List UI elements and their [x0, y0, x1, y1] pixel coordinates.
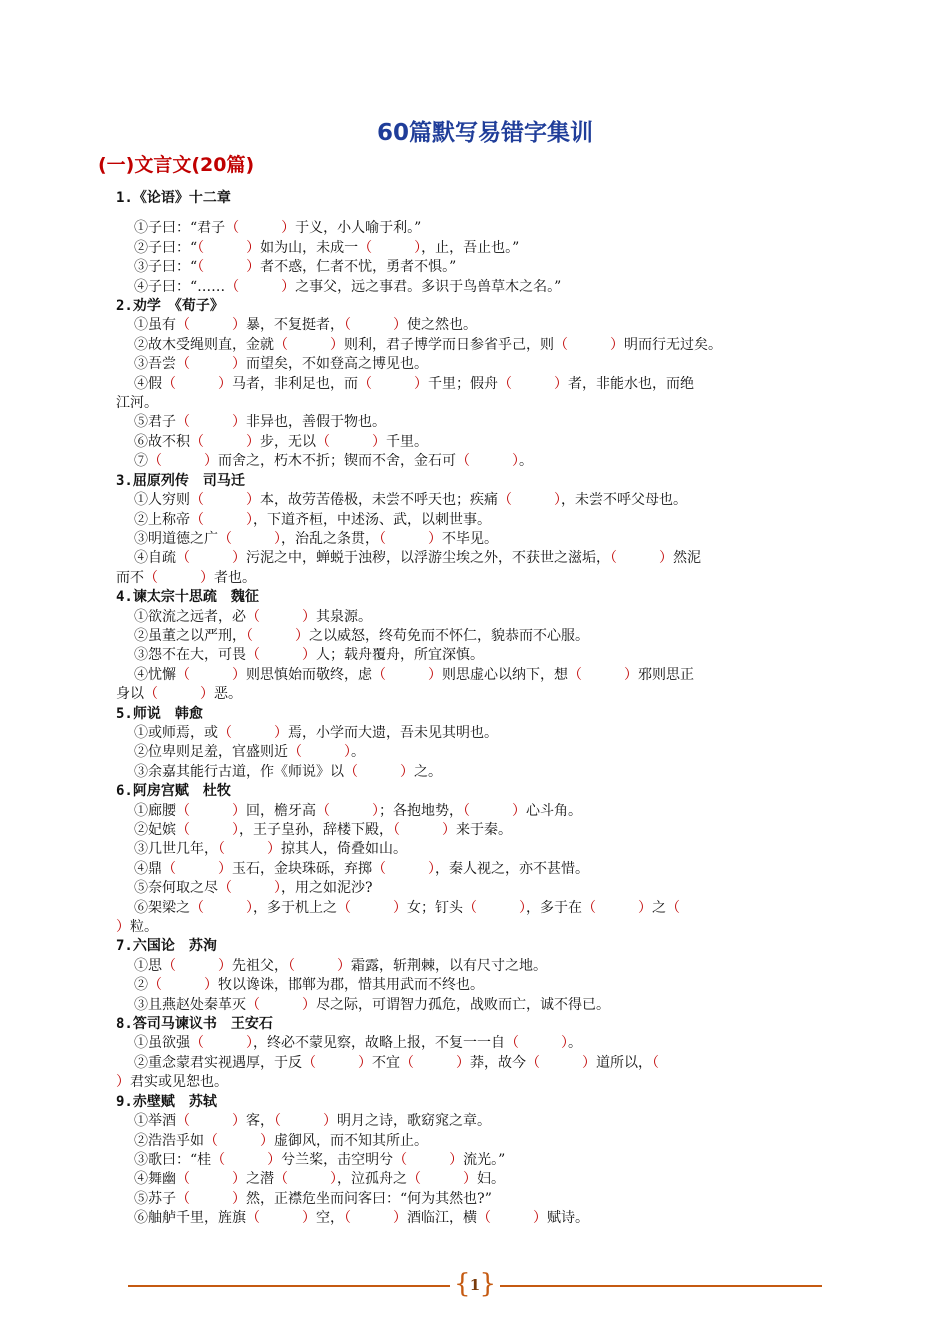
- blank-paren: （: [344, 763, 358, 780]
- blank-paren: ）: [204, 977, 218, 994]
- exercise-line: ①欲流之远者，必（ ）其泉源。: [134, 608, 372, 625]
- blank-paren: ）: [274, 530, 281, 547]
- blank-paren: （: [337, 899, 351, 916]
- blank-paren: （: [610, 550, 617, 567]
- blank-paren: ）: [232, 822, 239, 838]
- blank-paren: （: [393, 822, 400, 838]
- exercise-line: 江河。: [116, 395, 158, 412]
- blank-paren: ）: [246, 433, 260, 450]
- blank-paren: ）: [512, 453, 519, 470]
- blank-paren: ）: [232, 414, 246, 431]
- lesson-heading: 5.师说 韩愈: [116, 705, 203, 722]
- blank-paren: ）: [449, 1151, 464, 1168]
- exercise-line: ④忧懈（ ）则思慎始而敬终，虑（ ）则思虚心以纳下，想（ ）邪则思正: [134, 666, 694, 683]
- blank-paren: ）: [330, 336, 344, 353]
- blank-paren: （: [176, 666, 190, 683]
- exercise-line: 身以（ ）恶。: [116, 686, 242, 703]
- blank-paren: （: [148, 977, 162, 994]
- blank-paren: （: [666, 899, 680, 916]
- blank-paren: ）: [302, 647, 316, 664]
- blank-paren: （: [218, 530, 232, 547]
- exercise-line: ②上称帝（ ），下道齐桓，中述汤、武，以刺世事。: [134, 511, 491, 528]
- blank-paren: （: [176, 550, 190, 567]
- blank-paren: ）: [232, 317, 246, 334]
- blank-paren: ）: [232, 356, 246, 373]
- blank-paren: ）: [232, 802, 246, 819]
- exercise-line: ②虽董之以严刑，（ ）之以威怒，终苟免而不怀仁，貌恭而不心服。: [134, 627, 589, 644]
- blank-paren: ）: [561, 1035, 568, 1052]
- exercise-line: ④舞幽（ ）之潜（ ），泣孤舟之（ ）妇。: [134, 1171, 505, 1188]
- exercise-line: ②（ ）牧以谗诛，邯郸为郡，惜其用武而不终也。: [134, 977, 484, 994]
- blank-paren: （: [162, 375, 176, 392]
- blank-paren: ）: [232, 1190, 246, 1207]
- blank-paren: ）: [624, 666, 638, 683]
- blank-paren: ）: [232, 666, 246, 683]
- blank-paren: （: [372, 666, 386, 683]
- blank-paren: （: [582, 899, 596, 916]
- blank-paren: ）: [372, 802, 379, 819]
- blank-paren: （: [190, 899, 204, 916]
- blank-paren: （: [144, 569, 158, 586]
- blank-paren: ）: [400, 763, 414, 780]
- blank-paren: （: [477, 1210, 491, 1227]
- exercise-line: ⑤奈何取之尽（ ），用之如泥沙?: [134, 880, 373, 897]
- exercise-line: ⑤苏子（ ）然，正襟危坐而问客曰：“何为其然也?”: [134, 1190, 492, 1207]
- blank-paren: ）: [116, 1074, 130, 1091]
- blank-paren: ）: [302, 608, 316, 625]
- blank-paren: ）: [393, 317, 407, 334]
- exercise-line: ）君实或见恕也。: [116, 1074, 228, 1091]
- blank-paren: ）: [200, 569, 214, 586]
- exercise-line: ④自疏（ ）污泥之中，蝉蜕于浊秽，以浮游尘埃之外，不获世之滋垢，（ ）然泥: [134, 550, 701, 567]
- exercise-line: ①举酒（ ）客，（ ）明月之诗，歌窈窕之章。: [134, 1113, 491, 1130]
- blank-paren: ）: [463, 1171, 477, 1188]
- exercise-line: ④子曰：“……（ ）之事父，远之事君。多识于鸟兽草木之名。”: [134, 278, 562, 295]
- blank-paren: ）: [582, 1054, 596, 1071]
- blank-paren: （: [393, 1151, 408, 1168]
- blank-paren: ）: [274, 724, 288, 741]
- exercise-line: ②浩浩乎如（ ）虚御风，而不知其所止。: [134, 1132, 428, 1149]
- exercise-line: ①人穷则（ ）本，故劳苦倦极，未尝不呼天也；疾痛（ ），未尝不呼父母也。: [134, 492, 687, 509]
- exercise-line: ⑥舳舻千里，旌旗（ ）空，（ ）酒临江，横（ ）赋诗。: [134, 1210, 589, 1227]
- blank-paren: （: [456, 453, 470, 470]
- blank-paren: （: [288, 957, 295, 974]
- page-footer: [0, 1266, 950, 1306]
- exercise-line: ⑥架梁之（ ），多于机上之（ ）女；钉头（ ），多于在（ ）之（: [134, 899, 680, 916]
- blank-paren: （: [246, 608, 260, 625]
- blank-paren: ）: [218, 375, 232, 392]
- exercise-line: ②故木受绳则直，金就（ ）则利，君子博学而日参省乎己，则（ ）明而行无过矣。: [134, 336, 722, 353]
- exercise-line: ③几世几年，（ ）掠其人，倚叠如山。: [134, 841, 407, 858]
- blank-paren: （: [463, 802, 470, 819]
- blank-paren: ）: [267, 1151, 282, 1168]
- blank-paren: （: [554, 336, 568, 353]
- blank-paren: ）: [393, 899, 407, 916]
- blank-paren: （: [358, 375, 372, 392]
- blank-paren: ）: [330, 1171, 337, 1188]
- exercise-line: ⑥故不积（ ）步，无以（ ）千里。: [134, 433, 428, 450]
- footer-rule-left: [128, 1285, 450, 1287]
- blank-paren: ）: [246, 1035, 253, 1052]
- blank-paren: （: [218, 724, 232, 741]
- blank-paren: （: [176, 822, 190, 838]
- blank-paren: ）: [414, 239, 422, 256]
- blank-paren: ）: [116, 919, 130, 936]
- blank-paren: （: [568, 666, 582, 683]
- blank-paren: ）: [638, 899, 652, 916]
- blank-paren: ）: [344, 744, 351, 761]
- blank-paren: （: [190, 433, 204, 450]
- blank-paren: （: [498, 492, 512, 509]
- blank-paren: ）: [554, 375, 568, 392]
- blank-paren: （: [246, 996, 260, 1013]
- blank-paren: （: [358, 239, 373, 256]
- exercise-line: ①虽欲强（ ），终必不蒙见察，故略上报，不复一一自（ ）。: [134, 1035, 582, 1052]
- blank-paren: （: [197, 239, 205, 256]
- blank-paren: ）: [393, 1210, 407, 1227]
- blank-paren: （: [190, 511, 204, 528]
- blank-paren: ）: [232, 1171, 246, 1188]
- blank-paren: （: [372, 860, 386, 877]
- blank-paren: （: [316, 433, 330, 450]
- blank-paren: （: [176, 317, 190, 334]
- blank-paren: ）: [302, 996, 316, 1013]
- blank-paren: ）: [519, 899, 526, 916]
- blank-paren: （: [148, 453, 162, 470]
- exercise-line: ③吾尝（ ）而望矣，不如登高之博见也。: [134, 356, 428, 373]
- lesson-heading: 2.劝学 《荀子》: [116, 298, 224, 315]
- blank-paren: ）: [218, 957, 232, 974]
- blank-paren: （: [176, 1171, 190, 1188]
- blank-paren: （: [400, 1054, 414, 1071]
- exercise-line: ①思（ ）先祖父，（ ）霜露，斩荆棘，以有尺寸之地。: [134, 957, 547, 974]
- blank-paren: ）: [246, 511, 253, 528]
- blank-paren: ）: [659, 550, 673, 567]
- blank-paren: （: [246, 647, 260, 664]
- lesson-heading: 3.屈原列传 司马迁: [116, 472, 245, 489]
- blank-paren: （: [274, 1171, 288, 1188]
- blank-paren: ）: [428, 530, 442, 547]
- exercise-line: ④鼎（ ）玉石，金块珠砾，弃掷（ ），秦人视之，亦不甚惜。: [134, 860, 589, 877]
- blank-paren: （: [176, 356, 190, 373]
- blank-paren: （: [407, 1171, 421, 1188]
- blank-paren: （: [316, 802, 330, 819]
- exercise-line: ②子曰：“（ ）如为山，未成一（ ），止，吾止也。”: [134, 239, 520, 256]
- blank-paren: （: [379, 530, 386, 547]
- exercise-line: ③且燕赵处秦革灭（ ）尽之际，可谓智力孤危，战败而亡，诚不得已。: [134, 996, 610, 1013]
- exercise-line: ③子曰：“（ ）者不惑，仁者不忧，勇者不惧。”: [134, 259, 457, 276]
- exercise-line: ）粒。: [116, 919, 158, 936]
- blank-paren: ）: [554, 492, 561, 509]
- blank-paren: （: [218, 880, 232, 897]
- blank-paren: ）: [533, 1210, 547, 1227]
- blank-paren: ）: [337, 957, 351, 974]
- footer-rule-right: [500, 1285, 822, 1287]
- lesson-heading: 4.谏太宗十思疏 魏征: [116, 589, 259, 606]
- lesson-heading: 6.阿房宫赋 杜牧: [116, 783, 231, 800]
- document-title: 60篇默写易错字集训: [376, 120, 593, 146]
- blank-paren: ）: [281, 220, 296, 237]
- page-number: { 1 }: [452, 1270, 498, 1300]
- blank-paren: （: [144, 686, 158, 703]
- blank-paren: ）: [281, 278, 296, 295]
- exercise-line: ⑤君子（ ）非异也，善假于物也。: [134, 414, 386, 431]
- exercise-line: ①虽有（ ）暴，不复挺者，（ ）使之然也。: [134, 317, 477, 334]
- lesson-heading: 1.《论语》十二章: [116, 190, 231, 206]
- lesson-heading: 8.答司马谏议书 王安石: [116, 1016, 273, 1033]
- blank-paren: ）: [232, 550, 246, 567]
- blank-paren: （: [197, 259, 205, 276]
- blank-paren: ）: [218, 860, 232, 877]
- blank-paren: ）: [200, 686, 214, 703]
- blank-paren: （: [190, 1035, 204, 1052]
- blank-paren: （: [288, 744, 302, 761]
- blank-paren: ）: [428, 666, 442, 683]
- blank-paren: ）: [610, 336, 624, 353]
- blank-paren: （: [176, 414, 190, 431]
- section-title: (一)文言文(20篇): [98, 154, 255, 176]
- exercise-line: ③余嘉其能行古道，作《师说》以（ ）之。: [134, 763, 442, 780]
- blank-paren: ）: [232, 1113, 246, 1130]
- blank-paren: ）: [414, 375, 428, 392]
- blank-paren: ）: [302, 1210, 316, 1227]
- exercise-line: ②位卑则足羞，官盛则近（ ）。: [134, 744, 365, 761]
- blank-paren: （: [498, 375, 512, 392]
- blank-paren: （: [246, 1210, 260, 1227]
- blank-paren: （: [526, 1054, 540, 1071]
- exercise-list: [116, 189, 860, 1229]
- blank-paren: ）: [358, 1054, 372, 1071]
- blank-paren: （: [225, 220, 240, 237]
- blank-paren: ）: [428, 860, 435, 877]
- blank-paren: （: [302, 1054, 316, 1071]
- blank-paren: ）: [267, 841, 281, 858]
- blank-paren: （: [211, 1151, 226, 1168]
- exercise-line: ③歌曰：“桂（ ）兮兰桨，击空明兮（ ）流光。”: [134, 1151, 506, 1168]
- exercise-line: ①子曰：“君子（ ）于义，小人喻于利。”: [134, 220, 422, 237]
- blank-paren: （: [505, 1035, 519, 1052]
- blank-paren: （: [190, 492, 204, 509]
- exercise-line: ①廊腰（ ）回，檐牙高（ ）；各抱地势，（ ）心斗角。: [134, 802, 582, 819]
- blank-paren: （: [225, 278, 240, 295]
- blank-paren: （: [463, 899, 477, 916]
- blank-paren: （: [176, 802, 190, 819]
- exercise-line: 而不（ ）者也。: [116, 569, 256, 586]
- exercise-line: ③明道德之广（ ），治乱之条贯，（ ）不毕见。: [134, 530, 498, 547]
- blank-paren: ）: [246, 239, 261, 256]
- blank-paren: （: [274, 336, 288, 353]
- blank-paren: （: [274, 1113, 281, 1130]
- blank-paren: ）: [204, 453, 218, 470]
- blank-paren: ）: [246, 899, 253, 916]
- blank-paren: ）: [323, 1113, 337, 1130]
- blank-paren: ）: [372, 433, 386, 450]
- blank-paren: ）: [260, 1132, 274, 1149]
- blank-paren: ）: [246, 492, 260, 509]
- blank-paren: ）: [274, 880, 281, 897]
- blank-paren: ）: [246, 259, 261, 276]
- blank-paren: （: [246, 627, 253, 644]
- blank-paren: （: [204, 1132, 218, 1149]
- blank-paren: （: [176, 1190, 190, 1207]
- lesson-heading: 9.赤壁赋 苏轼: [116, 1093, 217, 1110]
- blank-paren: （: [344, 1210, 351, 1227]
- lesson-heading: 7.六国论 苏洵: [116, 938, 217, 955]
- blank-paren: （: [162, 860, 176, 877]
- blank-paren: ）: [456, 1054, 470, 1071]
- exercise-line: ②妃嫔（ ），王子皇孙，辞楼下殿，（ ）来于秦。: [134, 822, 512, 838]
- exercise-line: ④假（ ）马者，非利足也，而（ ）千里；假舟（ ）者，非能水也，而绝: [134, 375, 694, 392]
- blank-paren: ）: [442, 822, 456, 838]
- blank-paren: （: [652, 1054, 659, 1071]
- blank-paren: （: [344, 317, 351, 334]
- blank-paren: （: [176, 1113, 190, 1130]
- blank-paren: ）: [295, 627, 309, 644]
- blank-paren: （: [162, 957, 176, 974]
- exercise-line: ①或师焉，或（ ）焉，小学而大遗，吾未见其明也。: [134, 724, 498, 741]
- exercise-line: ⑦（ ）而舍之，朽木不折；锲而不舍，金石可（ ）。: [134, 453, 533, 470]
- exercise-line: ③怨不在大，可畏（ ）人；载舟覆舟，所宜深慎。: [134, 647, 484, 664]
- blank-paren: （: [218, 841, 225, 858]
- exercise-line: ②重念蒙君实视遇厚，于反（ ）不宜（ ）莽，故今（ ）道所以，（: [134, 1054, 659, 1071]
- blank-paren: ）: [512, 802, 526, 819]
